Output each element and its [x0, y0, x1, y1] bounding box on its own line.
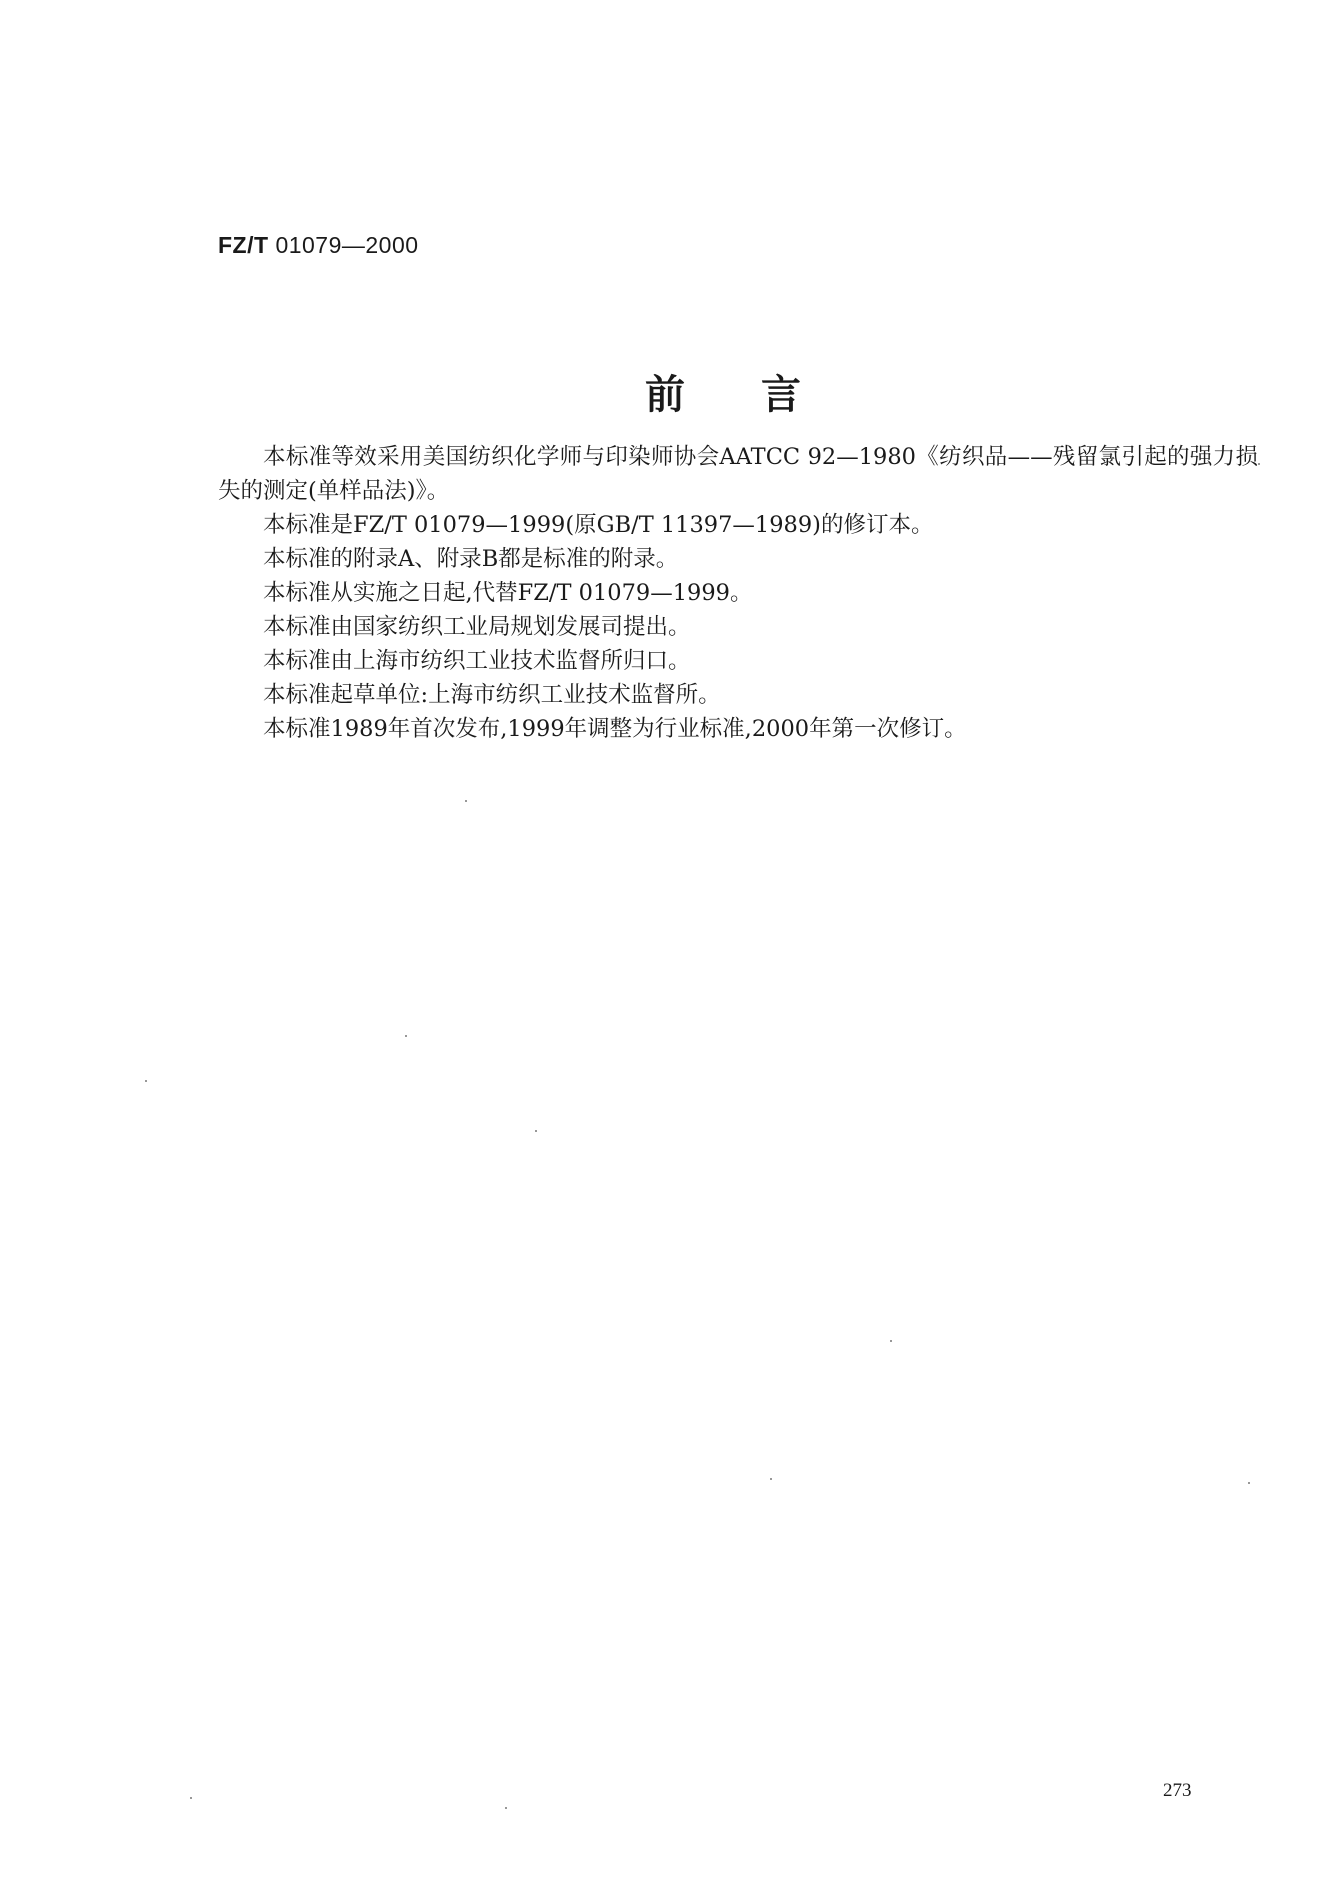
- paragraph: 本标准1989年首次发布,1999年调整为行业标准,2000年第一次修订。: [263, 716, 967, 742]
- paragraph: 本标准从实施之日起,代替FZ/T 01079—1999。: [263, 580, 753, 606]
- scan-speck: [1248, 1482, 1250, 1484]
- scan-speck: [1258, 463, 1260, 465]
- scan-speck: [145, 1080, 147, 1082]
- scan-speck: [505, 1807, 507, 1809]
- paragraph: 本标准的附录A、附录B都是标准的附录。: [263, 546, 679, 572]
- standard-code: 01079—2000: [275, 232, 419, 258]
- paragraph: 本标准起草单位:上海市纺织工业技术监督所。: [263, 682, 721, 708]
- paragraph: 本标准由国家纺织工业局规划发展司提出。: [263, 614, 691, 640]
- scan-speck: [535, 1130, 537, 1132]
- page-number: 273: [1163, 1780, 1192, 1801]
- scan-speck: [890, 1340, 892, 1342]
- paragraph: 本标准由上海市纺织工业技术监督所归口。: [263, 648, 691, 674]
- standard-number: [218, 232, 419, 259]
- scan-speck: [770, 1478, 772, 1480]
- paragraph: 本标准是FZ/T 01079—1999(原GB/T 11397—1989)的修订本。: [263, 512, 934, 538]
- paragraph: 本标准等效采用美国纺织化学师与印染师协会AATCC 92—1980《纺织品——残留氯引起的强力损失的测定(单样品法)》。: [218, 444, 1258, 504]
- scan-speck: [465, 800, 467, 802]
- scan-speck: [405, 1035, 407, 1037]
- page-title: 前言: [645, 371, 877, 418]
- foreword-body: [218, 440, 1258, 746]
- scan-speck: [190, 1797, 192, 1799]
- standard-prefix: FZ/T: [218, 232, 269, 258]
